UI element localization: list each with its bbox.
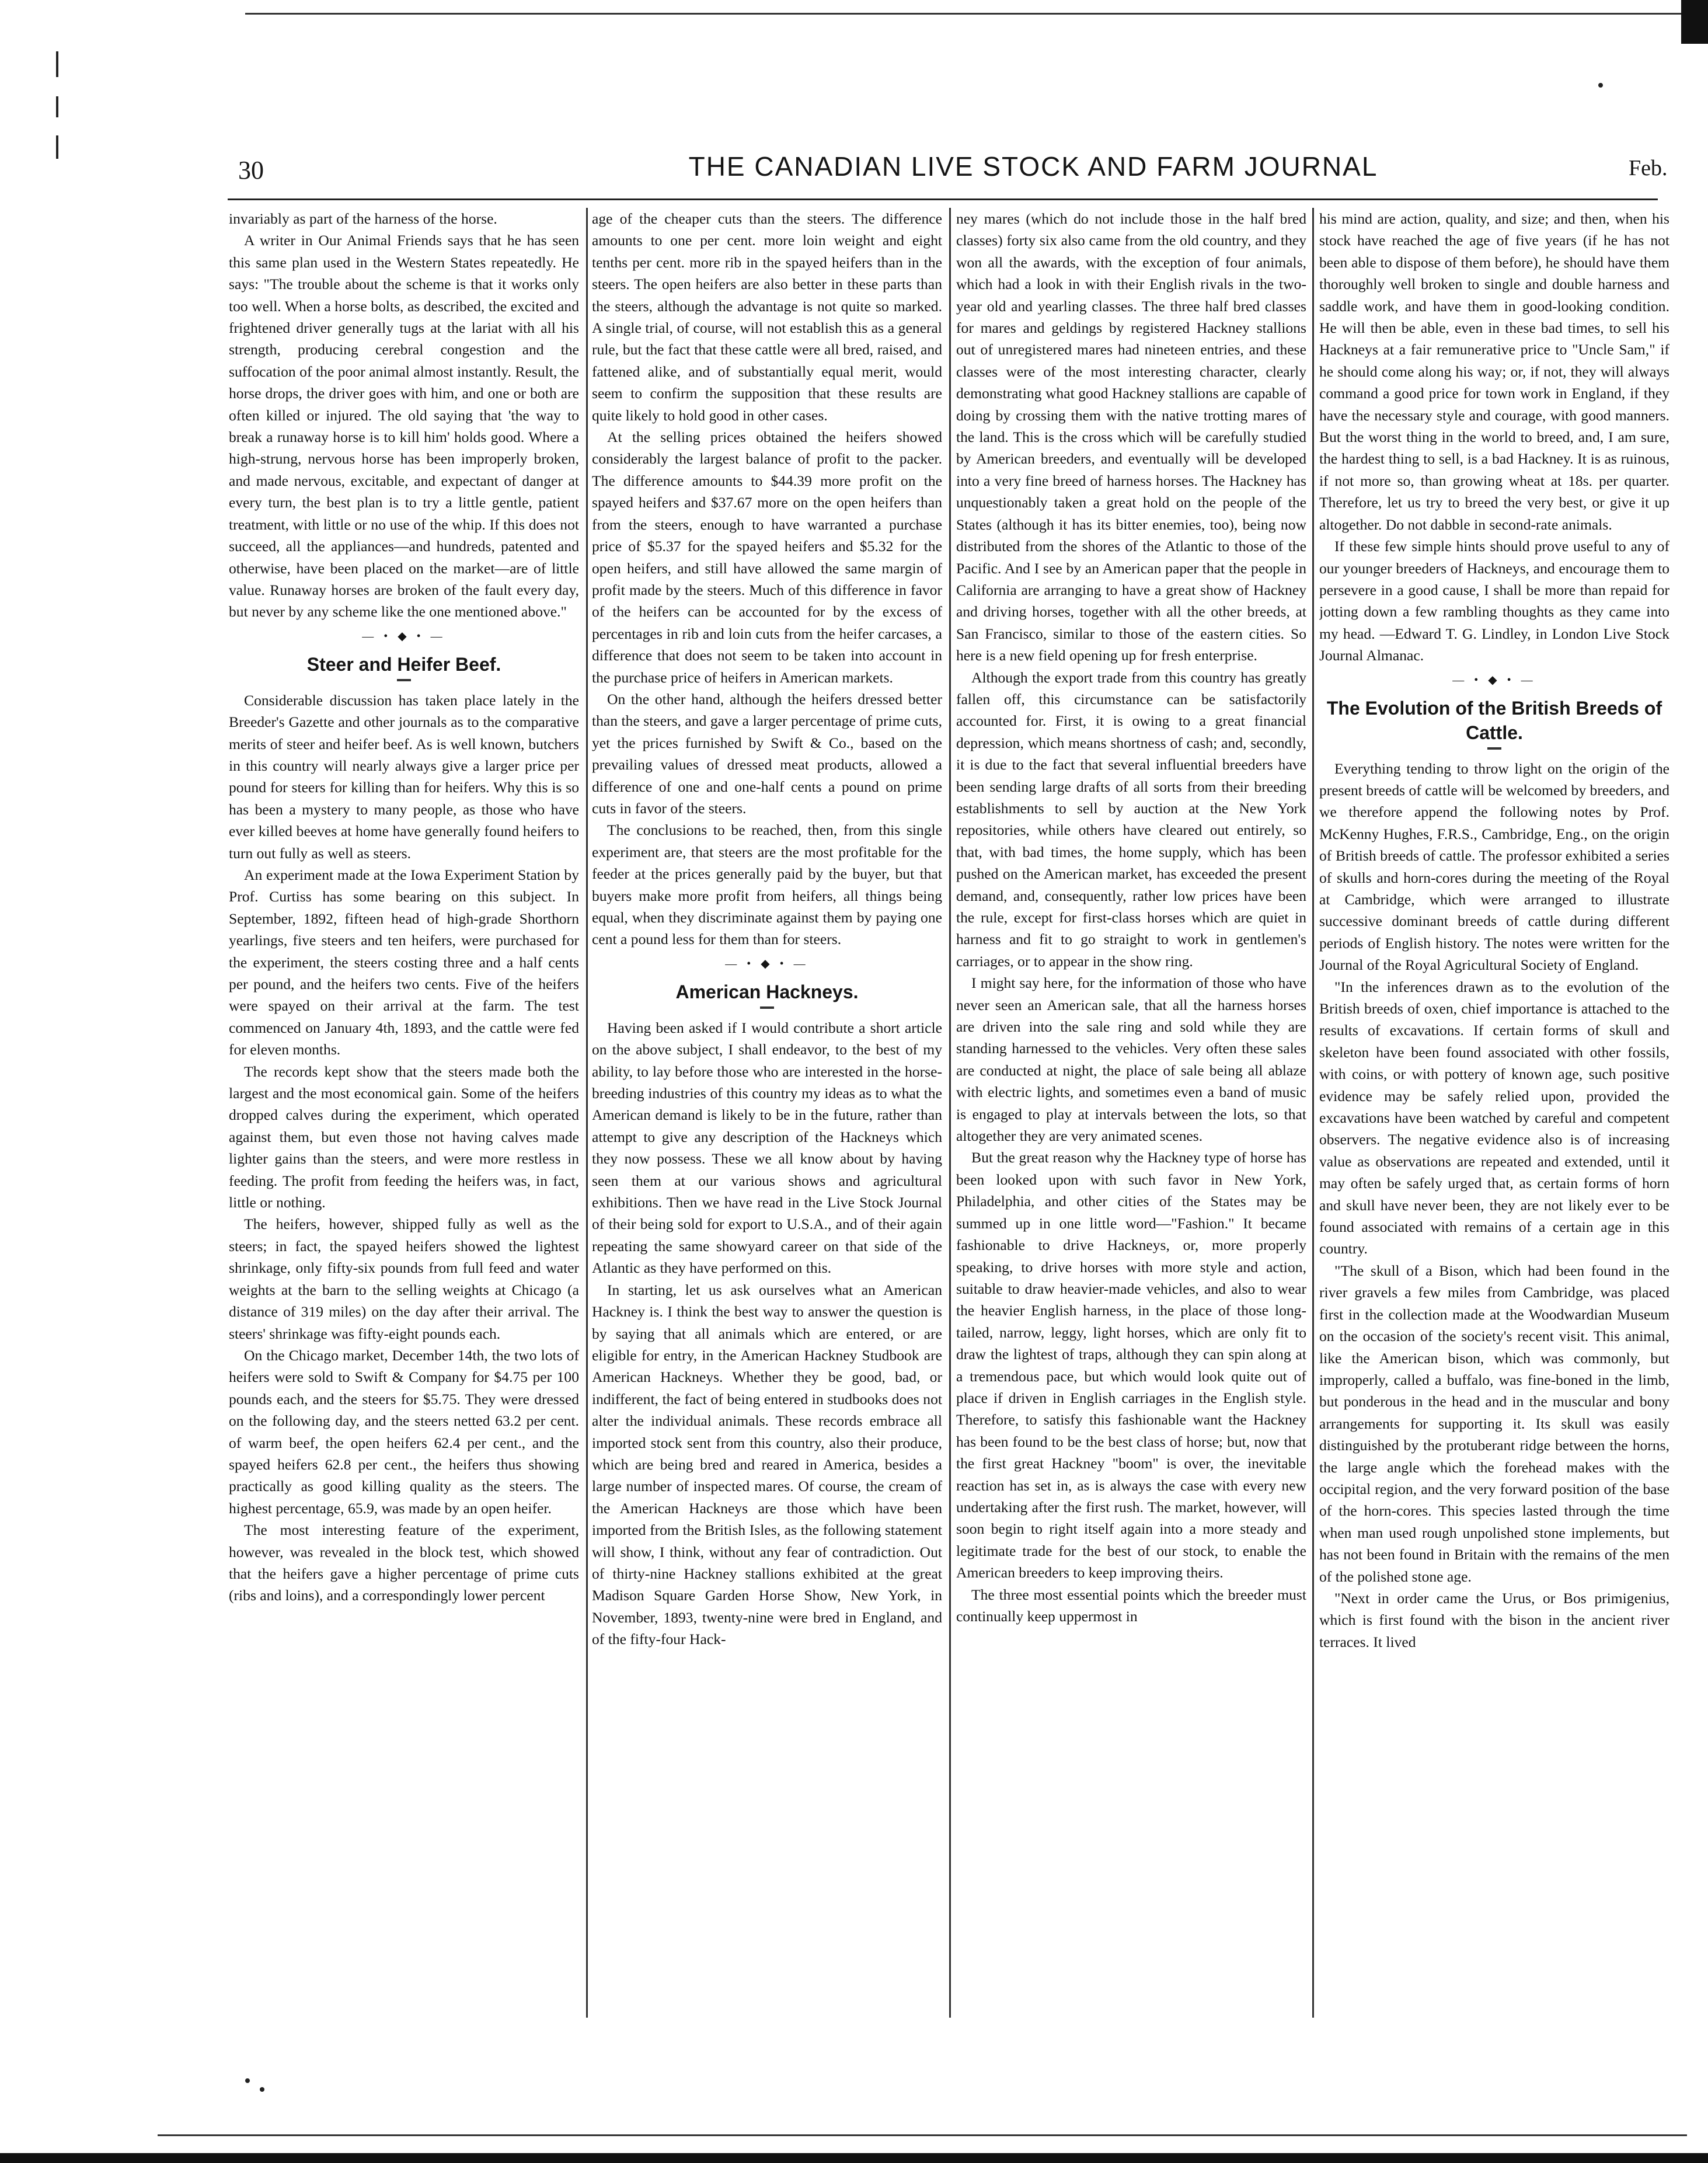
paragraph: An experiment made at the Iowa Experiment Station by Prof. Curtiss has some bearing on this subject. In September, 1892, fifteen head of high-grade Shorthorn yearlings, five steers and ten heifers, were purchased for the experiment, the steers costing three and a half cents per pound, and the heifers two cents. Five of the heifers were spayed on their arrival at the farm. The test commenced on January 4th, 1893, and the cattle were fed for eleven months.: [229, 866, 579, 1058]
margin-mark: [56, 51, 58, 77]
paragraph: The most interesting feature of the experiment, however, was revealed in the block test, which showed that the heifers gave a higher percentage of prime cuts (ribs and loins), and a correspondingly lower percent: [229, 1521, 579, 1604]
paragraph: The three most essential points which the breeder must continually keep uppermost in: [956, 1586, 1306, 1625]
paragraph: I might say here, for the information of those who have never seen an American sale, that all the harness horses are driven into the sale ring and sold while they are standing harnessed to the vehicles. Very often these sales are conducted at night, the place of sale being all ablaze with electric lights, and sometimes even a band of music is engaged to play at intervals between the lots, so that altogether they are very animated scenes.: [956, 974, 1306, 1145]
heading-dash: [1487, 747, 1501, 750]
print-speck: [260, 2087, 264, 2092]
column-rule: [949, 208, 951, 2018]
print-speck: [245, 2078, 250, 2083]
column-rule: [586, 208, 588, 2018]
heading-dash: [760, 1006, 774, 1009]
paragraph: Everything tending to throw light on the origin of the present breeds of cattle will be welcomed by breeders, and we therefore append the following notes by Prof. McKenny Hughes, F.R.S., Cambridge, Eng., on the origin of British breeds of cattle. The professor exhibited a series of skulls and horn-cores during the meeting of the Royal at Cambridge, which were arranged to illustrate successive dominant breeds of cattle during different periods of English history. The notes were written for the Journal of the Royal Agricultural Society of England.: [1319, 760, 1669, 974]
print-speck: [1598, 83, 1603, 88]
paragraph: The heifers, however, shipped fully as well as the steers; in fact, the spayed heifers showed the lightest shrinkage, only fifty-six pounds from full feed and water weights at the barn to the selling weights at Chicago (a distance of 319 miles) on the day after their arrival. The steers' shrinkage was fifty-eight pounds each.: [229, 1215, 579, 1342]
top-rule: [245, 13, 1681, 15]
column-4: [1319, 208, 1669, 2018]
column-rule: [1312, 208, 1314, 2018]
paragraph: Considerable discussion has taken place lately in the Breeder's Gazette and other journals as to the comparative merits of steer and heifer beef. As is well known, butchers in this country will nearly always give a larger price per pound for steers for killing than for heifers. Why this is so has been a mystery to many people, as those who have ever killed beeves at home have generally found heifers to turn out fully as well as steers.: [229, 691, 579, 862]
article-heading-american-hackneys: American Hackneys.: [675, 981, 859, 1002]
paragraph: "The skull of a Bison, which had been found in the river gravels a few miles from Cambridge, was placed first in the collection made at the Woodwardian Museum on the occasion of the society's recent visit. This animal, like the American bison, which was commonly, but improperly, called a buffalo, was fine-boned in the limb, but ponderous in the head and in the muscular and bony arrangements for supporting it. Its skull was easily distinguished by the protuberant ridge between the horns, the large angle which the forehead makes with the occipital region, and the very forward position of the base of the horn-cores. This species lasted through the time when man used rough unpolished stone implements, but has not been found in Britain with the remains of the men of the polished stone age.: [1319, 1262, 1669, 1585]
paragraph: The records kept show that the steers made both the largest and the most economical gain. Some of the heifers dropped calves during the experiment, which operated against them, but even those not having calves made lighter gains than the steers, and were more restless in feeding. The profit from feeding the heifers was, in fact, little or nothing.: [229, 1063, 579, 1211]
issue-month: Feb.: [1629, 156, 1668, 180]
scan-bottom-edge: [0, 2153, 1708, 2163]
paragraph: In starting, let us ask ourselves what an American Hackney is. I think the best way to answer the question is by saying that all animals which are entered, or are eligible for entry, in the American Hackney Studbook are American Hackneys. Whether they be good, bad, or indifferent, the fact of being entered in studbooks does not alter the individual animals. These records embrace all imported stock sent from this country, also their produce, which are being bred and reared in America, besides a large number of inspected mares. Of course, the cream of the American Hackneys are those which have been imported from the British Isles, as the following statement will show, I think, without any fear of contradiction. Out of thirty-nine Hackney stallions exhibited at the great Madison Square Garden Horse Show, New York, in November, 1893, twenty-nine were bred in England, and of the fifty-four Hack-: [592, 1281, 942, 1648]
column-1: [229, 208, 579, 2018]
margin-mark: [56, 96, 58, 117]
paragraph: Although the export trade from this country has greatly fallen off, this circumstance can be satisfactorily accounted for. First, it is owing to a great financial depression, which means shortness of cash; and, secondly, it is due to the fact that several influential breeders have been sending large drafts of all sorts from their breeding establishments to sell by auction at the New York repositories, while others have cleared out entirely, so that, with bad times, the home supply, which has been pushed on the American market, has exceeded the present demand, and, consequently, rather low prices have been the rule, except for first-class horses which are quiet in harness and fit to go straight to work in gentlemen's carriages, or to appear in the show ring.: [956, 668, 1306, 970]
paragraph: On the Chicago market, December 14th, the two lots of heifers were sold to Swift & Company for $4.75 per 100 pounds each, and the steers for $5.75. They were dressed on the following day, and the steers netted 63.2 per cent. of warm beef, the open heifers 62.4 per cent., and the spayed heifers 62.8 per cent., the heifers thus showing practically as good killing quality as the steers. The highest percentage, 65.9, was made by an open heifer.: [229, 1346, 579, 1517]
article-heading-evolution-british-cattle: The Evolution of the British Breeds of Cattle.: [1326, 697, 1662, 743]
paragraph: If these few simple hints should prove useful to any of our younger breeders of Hackneys, and encourage them to persevere in a good cause, I shall be more than repaid for jotting down a few rambling thoughts as they came into my head. —Edward T. G. Lindley, in London Live Stock Journal Almanac.: [1319, 538, 1669, 664]
paragraph: invariably as part of the harness of the horse.: [229, 210, 497, 227]
header-rule: [228, 198, 1658, 200]
paragraph: On the other hand, although the heifers dressed better than the steers, and gave a larger percentage of prime cuts, yet the prices furnished by Swift & Co., based on the prevailing values of dressed meat products, allowed a difference of one and one-half cents a pound on prime cuts in favor of the steers.: [592, 690, 942, 817]
paragraph: But the great reason why the Hackney type of horse has been looked upon with such favor in New York, Philadelphia, and other cities of the States may be summed up in one little word—"Fashion." It became fashionable to drive Hackneys, or, more properly speaking, to drive horses with more style and action, suitable to draw heavier-made vehicles, and also to wear the heavier English harness, in the place of those long-tailed, narrow, leggy, light horses, which are only fit to draw the lightest of traps, although they can spin along at a tremendous pace, but which would look quite out of place if driven in English carriages in the English style. Therefore, to satisfy this fashionable want the Hackney has been found to be the best class of horse; but, now that the first great Hackney "boom" is over, the inevitable reaction has set in, as is always the case with every new undertaking after the first rush. The market, however, will soon begin to right itself again into a more steady and legitimate trade for the best of our stock, to enable the American breeders to keep improving theirs.: [956, 1149, 1306, 1582]
section-ornament: — • ◆ • —: [1452, 673, 1536, 687]
section-ornament: — • ◆ • —: [725, 957, 809, 970]
bottom-rule: [158, 2134, 1687, 2136]
paragraph: "In the inferences drawn as to the evolution of the British breeds of oxen, chief importance is attached to the results of excavations. If certain forms of skull and skeleton have been found associated with other fossils, with coins, or with pottery of known age, such positive evidence may be safely relied upon, provided the excavations have been watched by careful and competent observers. The negative evidence also is of increasing value as observations are repeated and extended, until it may often be safely urged that, as certain forms of horn and skull have never been, they are not likely ever to be found associated with remains of a certain age in this country.: [1319, 978, 1669, 1258]
paragraph: A writer in Our Animal Friends says that he has seen this same plan used in the Western States repeatedly. He says: "The trouble about the scheme is that it works only too well. When a horse bolts, as described, the excited and frightened driver generally tugs at the lariat with all his strength, producing cerebral congestion and the suffocation of the poor animal almost instantly. Result, the horse drops, the driver goes with him, and one or both are often killed or injured. The old saying that 'the way to break a runaway horse is to kill him' holds good. Where a high-strung, nervous horse has been improperly broken, and made nervous, excitable, and expectant of danger at every turn, the best plan is to try a little gentle, patient treatment, with little or no use of the whip. If this does not succeed, all the appliances—and hundreds, patented and otherwise, have been placed on the market—are of little value. Runaway horses are broken of the fault every day, but never by any scheme like the one mentioned above.": [229, 232, 579, 621]
page-number: 30: [238, 156, 264, 184]
paragraph: age of the cheaper cuts than the steers. The difference amounts to one per cent. more loin weight and eight tenths per cent. more rib in the spayed heifers than in the steers. The open heifers are also better in these parts than the steers, although the advantage is not quite so marked. A single trial, of course, will not establish this as a general rule, but the fact that these cattle were all bred, raised, and fattened alike, and of substantially equal merit, would seem to confirm the supposition that these results are quite likely to hold good in other cases.: [592, 210, 942, 424]
paragraph: his mind are action, quality, and size; and then, when his stock have reached the age of five years (if he has not been able to dispose of them before), he should have them thoroughly well broken to single and double harness and saddle work, and have them in good-looking condition. He will then be able, even in these bad times, to sell his Hackneys at a fair remunerative price to "Uncle Sam," if he should come along his way; or, if not, they will always command a good price for town work in England, if they have the necessary style and courage, with good manners. But the worst thing in the world to breed, and, I am sure, the hardest thing to sell, is a bad Hackney. It is as ruinous, if not more so, than growing wheat at 18s. per quarter. Therefore, let us try to breed the very best, or give it up altogether. Do not dabble in second-rate animals.: [1319, 210, 1669, 533]
article-heading-steer-heifer-beef: Steer and Heifer Beef.: [306, 653, 501, 675]
journal-title: THE CANADIAN LIVE STOCK AND FARM JOURNAL: [688, 151, 1378, 182]
paragraph: ney mares (which do not include those in the half bred classes) forty six also came from the old country, and they won all the awards, with the exception of four animals, which had a look in with their English rivals in the two-year old and yearling classes. The three half bred classes for mares and geldings by registered Hackney stallions out of unregistered mares had nineteen entries, and these classes were of the most interesting character, clearly demonstrating what good Hackney stallions are capable of doing by crossing them with the native trotting mares of the land. This is the cross which will be carefully studied by American breeders, and eventually will be developed into a very fine breed of harness horses. The Hackney has unquestionably taken a great hold on the people of the States (although it has its bitter enemies, too), being now distributed from the shores of the Atlantic to those of the Pacific. And I see by an American paper that the people in California are arranging to have a great show of Hackney and driving horses, together with all the other breeds, at San Francisco, similar to those of the eastern cities. So here is a new field opening up for fresh enterprise.: [956, 210, 1306, 664]
column-2: [592, 208, 942, 2018]
column-3: [956, 208, 1306, 2018]
paragraph: "Next in order came the Urus, or Bos primigenius, which is first found with the bison in the ancient river terraces. It lived: [1319, 1589, 1669, 1650]
paragraph: The conclusions to be reached, then, from this single experiment are, that steers are the most profitable for the feeder at the prices generally paid by the buyer, but that buyers make more profit from heifers, all things being equal, when they discriminate against them by paying one cent a pound less for them than for steers.: [592, 821, 942, 948]
paragraph: Having been asked if I would contribute a short article on the above subject, I shall endeavor, to the best of my ability, to lay before those who are interested in the horse-breeding industries of this country my ideas as to what the American demand is likely to be in the future, rather than attempt to give any description of the Hackneys which they now possess. These we all know about by having seen them at our various shows and agricultural exhibitions. Then we have read in the Live Stock Journal of their being sold for export to U.S.A., and of their again repeating the same showyard career on that side of the Atlantic as they have performed on this.: [592, 1019, 942, 1277]
heading-dash: [397, 679, 411, 681]
paragraph: At the selling prices obtained the heifers showed considerably the largest balance of profit to the packer. The difference amounts to $44.39 more profit on the spayed heifers and $37.67 more on the open heifers than from the steers, enough to have warranted a purchase price of $5.37 for the spayed heifers and $5.32 for the open heifers, and still have allowed the same margin of profit made by the steers. Much of this difference in favor of the heifers can be accounted for by the excess of percentages in rib and loin cuts from the heifer carcases, a difference that does not seem to be taken into account in the purchase price of heifers in American markets.: [592, 429, 942, 686]
page-edge-shadow: [1681, 0, 1708, 44]
section-ornament: — • ◆ • —: [362, 629, 446, 643]
margin-mark: [56, 135, 58, 159]
